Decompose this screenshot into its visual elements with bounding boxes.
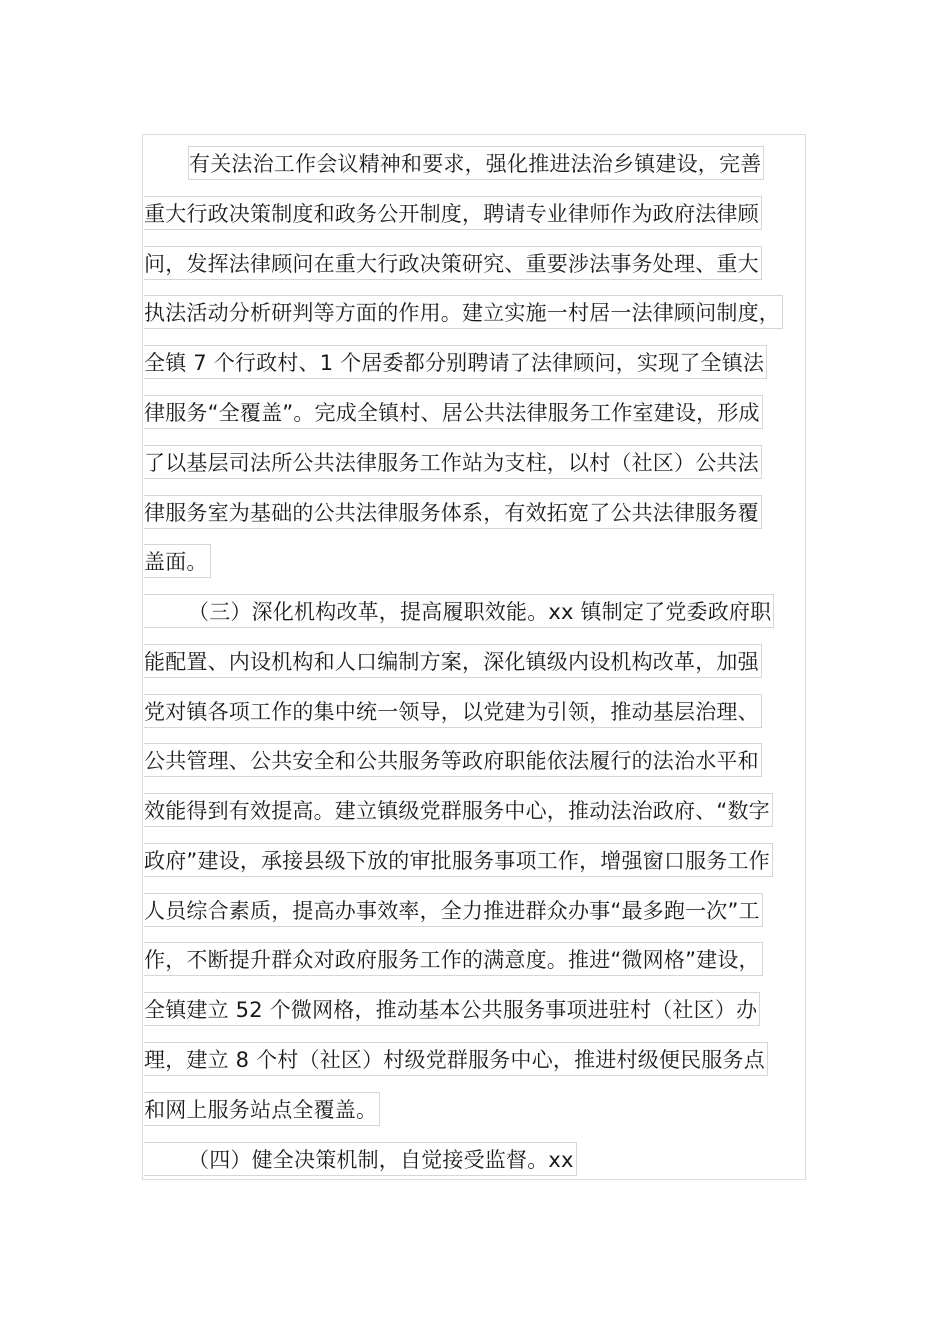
text-line-4: 执法活动分析研判等方面的作用。建立实施一村居一法律顾问制度， [144, 295, 783, 329]
text-line-1: 有关法治工作会议精神和要求，强化推进法治乡镇建设，完善 [188, 146, 764, 180]
text-line-8: 律服务室为基础的公共法律服务体系，有效拓宽了公共法律服务覆 [144, 495, 762, 529]
text-line-17: 作，不断提升群众对政府服务工作的满意度。推进“微网格”建设， [144, 942, 763, 976]
text-line-18: 全镇建立 52 个微网格，推动基本公共服务事项进驻村（社区）办 [144, 992, 760, 1026]
text-line-3: 问，发挥法律顾问在重大行政决策研究、重要涉法事务处理、重大 [144, 246, 762, 280]
text-line-12: 党对镇各项工作的集中统一领导，以党建为引领，推动基层治理、 [144, 694, 762, 728]
text-line-19: 理，建立 8 个村（社区）村级党群服务中心，推进村级便民服务点 [144, 1042, 768, 1076]
text-line-20: 和网上服务站点全覆盖。 [144, 1092, 380, 1126]
text-line-13: 公共管理、公共安全和公共服务等政府职能依法履行的法治水平和 [144, 743, 762, 777]
text-line-5: 全镇 7 个行政村、1 个居委都分别聘请了法律顾问，实现了全镇法 [144, 345, 767, 379]
text-line-15: 政府”建设，承接县级下放的审批服务事项工作，增强窗口服务工作 [144, 843, 773, 877]
text-line-9: 盖面。 [144, 544, 211, 578]
text-line-2: 重大行政决策制度和政务公开制度，聘请专业律师作为政府法律顾 [144, 196, 762, 230]
text-line-6: 律服务“全覆盖”。完成全镇村、居公共法律服务工作室建设，形成 [144, 395, 763, 429]
text-line-7: 了以基层司法所公共法律服务工作站为支柱，以村（社区）公共法 [144, 445, 762, 479]
section-heading-4: （四）健全决策机制，自觉接受监督。xx [144, 1142, 577, 1176]
text-line-16: 人员综合素质，提高办事效率，全力推进群众办事“最多跑一次”工 [144, 893, 763, 927]
text-line-14: 效能得到有效提高。建立镇级党群服务中心，推动法治政府、“数字 [144, 793, 773, 827]
section-heading-3: （三）深化机构改革，提高履职效能。xx 镇制定了党委政府职 [144, 594, 774, 628]
text-line-11: 能配置、内设机构和人口编制方案，深化镇级内设机构改革，加强 [144, 644, 762, 678]
